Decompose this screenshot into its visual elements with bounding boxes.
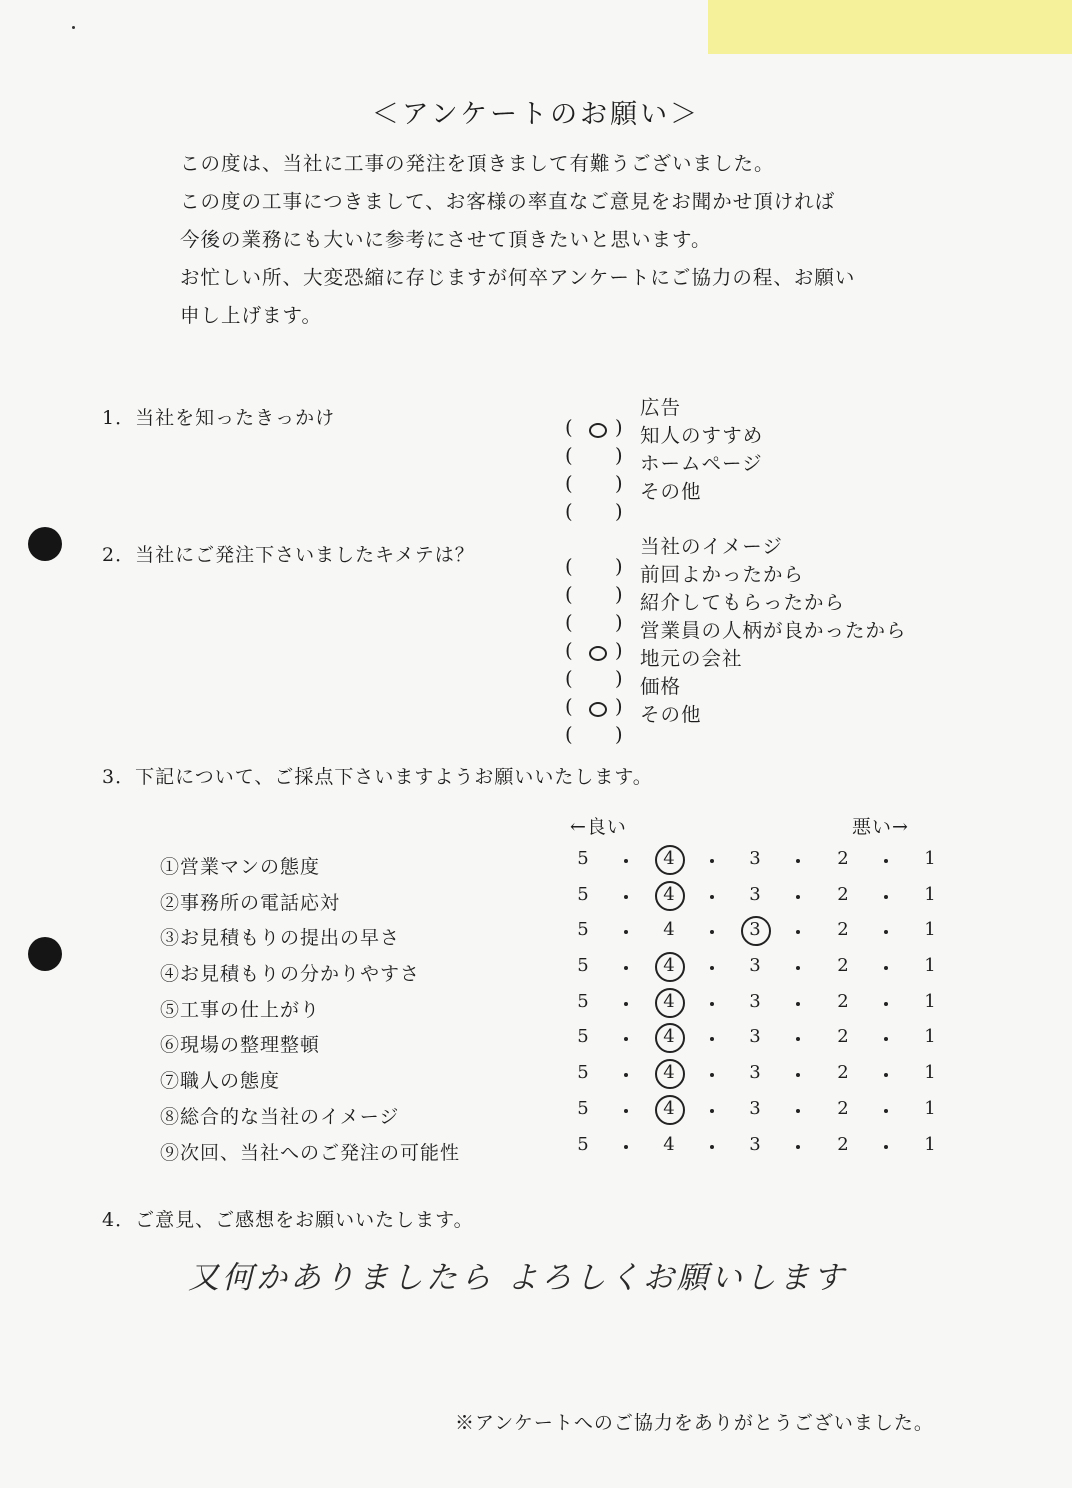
score-option[interactable]: 5 [577,1062,589,1084]
score-option[interactable]: 2 [837,1097,849,1119]
separator-dot [624,1037,628,1041]
score-option[interactable]: 2 [837,1133,849,1155]
score-option[interactable]: 4 [663,990,675,1012]
score-option[interactable]: 4 [663,848,675,869]
option-row: ( ) 価格 [565,675,682,718]
score-option[interactable]: 1 [924,1097,936,1119]
separator-dot [796,859,800,863]
option-row: ( ) 知人のすすめ [565,424,764,467]
score-option[interactable]: 5 [577,883,589,905]
score-option[interactable]: 4 [663,1062,675,1084]
separator-dot [624,930,628,934]
score-option[interactable]: 4 [663,1026,675,1048]
score-option[interactable]: 3 [749,848,761,869]
score-option[interactable]: 3 [749,1133,761,1155]
separator-dot [710,930,714,934]
separator-dot [796,1037,800,1041]
intro-line: この度は、当社に工事の発注を頂きまして有難うございました。 [180,152,775,175]
scale-good-label: ←良い [570,816,627,838]
score-option[interactable]: 5 [577,955,589,977]
separator-dot [710,1109,714,1113]
separator-dot [624,1145,628,1149]
footer-thanks: ※アンケートへのご協力をありがとうございました。 [455,1412,934,1434]
score-option[interactable]: 1 [924,1133,936,1155]
scale-bad-label: 悪い→ [852,816,909,838]
score-option[interactable]: 3 [749,1062,761,1084]
rating-item-label: ①営業マンの態度 [160,856,321,878]
separator-dot [710,966,714,970]
question-3-label: 3．下記について、ご採点下さいますようお願いいたします。 [102,766,653,788]
selected-circle-icon [655,1023,685,1053]
score-option[interactable]: 4 [663,1133,675,1155]
score-option[interactable]: 4 [663,1097,675,1119]
separator-dot [796,1073,800,1077]
option-row: ( ) その他 [565,703,702,746]
option-row: ( ) 当社のイメージ [565,535,783,578]
separator-dot [624,895,628,899]
score-option[interactable]: 3 [749,955,761,977]
rating-item-label: ⑨次回、当社へのご発注の可能性 [160,1141,461,1164]
sticky-note [708,0,1072,54]
question-1-label: 1．当社を知ったきっかけ [102,407,336,429]
score-option[interactable]: 3 [749,919,761,941]
rating-item-label: ⑧総合的な当社のイメージ [160,1105,400,1128]
separator-dot [624,1073,628,1077]
score-option[interactable]: 5 [577,919,589,941]
selected-circle-icon [655,988,685,1018]
score-option[interactable]: 2 [837,1026,849,1048]
score-option[interactable]: 5 [577,1097,589,1119]
option-label: その他 [640,703,702,726]
separator-dot [796,1002,800,1006]
separator-dot [710,1145,714,1149]
option-label: 地元の会社 [640,647,743,670]
score-option[interactable]: 3 [749,990,761,1012]
question-2-label: 2．当社にご発注下さいましたキメテは？ [102,544,475,566]
selected-circle-icon [655,952,685,982]
option-label: 紹介してもらったから [640,591,846,614]
separator-dot [796,1109,800,1113]
rating-item-label: ⑦職人の態度 [160,1070,281,1093]
paper-speck [72,26,75,29]
score-option[interactable]: 5 [577,848,589,869]
separator-dot [710,1037,714,1041]
score-option[interactable]: 5 [577,1133,589,1155]
score-option[interactable]: 1 [924,883,936,905]
separator-dot [884,1145,888,1149]
separator-dot [796,1145,800,1149]
option-label: 営業員の人柄が良かったから [640,619,907,642]
option-row: ( ) その他 [565,480,702,523]
intro-line: 今後の業務にも大いに参考にさせて頂きたいと思います。 [180,228,712,251]
separator-dot [796,895,800,899]
separator-dot [710,1073,714,1077]
separator-dot [884,859,888,863]
score-option[interactable]: 2 [837,990,849,1012]
handwritten-answer: 又何かありましたら よろしくお願いします [188,1260,847,1296]
rating-item-label: ④お見積もりの分かりやすさ [160,963,421,986]
option-row: ( ) 地元の会社 [565,647,743,690]
separator-dot [884,930,888,934]
option-row: ( ) 前回よかったから [565,563,805,606]
separator-dot [710,895,714,899]
separator-dot [884,1109,888,1113]
separator-dot [884,895,888,899]
option-label: ホームページ [640,452,763,475]
separator-dot [624,1109,628,1113]
intro-paragraph [180,145,855,335]
question-1-options [565,394,764,523]
option-row: ( ) ホームページ [565,452,763,495]
score-option[interactable]: 1 [924,919,936,941]
score-option[interactable]: 3 [749,883,761,905]
question-2-options [565,533,907,746]
score-option[interactable]: 5 [577,1026,589,1048]
option-label: 広告 [640,396,682,419]
score-option[interactable]: 4 [663,919,675,941]
rating-item-label: ⑤工事の仕上がり [160,998,321,1021]
selected-circle-icon [655,845,685,875]
score-option[interactable]: 3 [749,1026,761,1048]
score-option[interactable]: 2 [837,848,849,869]
rating-item-label: ③お見積もりの提出の早さ [160,927,401,950]
separator-dot [884,1073,888,1077]
selected-circle-icon [655,881,685,911]
selected-circle-icon [655,1059,685,1089]
punch-hole-bottom [28,937,62,971]
separator-dot [796,930,800,934]
score-option[interactable]: 1 [924,1062,936,1084]
separator-dot [884,966,888,970]
option-label: 当社のイメージ [640,535,783,558]
option-row: ( ) 広告 [565,396,682,439]
option-label: 価格 [640,675,682,698]
intro-line: この度の工事につきまして、お客様の率直なご意見をお聞かせ頂ければ [180,190,836,213]
option-label: 知人のすすめ [640,424,764,447]
option-row: ( ) 営業員の人柄が良かったから [565,619,907,662]
score-option[interactable]: 5 [577,990,589,1012]
separator-dot [710,859,714,863]
survey-title: ＜アンケートのお願い＞ [371,99,701,130]
score-option[interactable]: 1 [924,955,936,977]
separator-dot [796,966,800,970]
punch-hole-top [28,527,62,561]
separator-dot [624,1002,628,1006]
selected-circle-icon [655,1095,685,1125]
separator-dot [624,859,628,863]
separator-dot [884,1037,888,1041]
rating-item-label: ②事務所の電話応対 [160,891,341,914]
intro-line: お忙しい所、大変恐縮に存じますが何卒アンケートにご協力の程、お願い [180,266,856,289]
separator-dot [624,966,628,970]
score-option[interactable]: 1 [924,990,936,1012]
intro-line: 申し上げます。 [180,304,322,327]
score-option[interactable]: 2 [837,1062,849,1084]
rating-item-label: ⑥現場の整理整頓 [160,1034,321,1057]
option-label: 前回よかったから [640,563,805,586]
score-option[interactable]: 1 [924,1026,936,1048]
separator-dot [710,1002,714,1006]
score-option[interactable]: 3 [749,1097,761,1119]
score-option[interactable]: 2 [837,955,849,977]
score-option[interactable]: 2 [837,883,849,905]
score-option[interactable]: 2 [837,919,849,941]
score-option[interactable]: 1 [924,848,936,869]
question-4-label: 4．ご意見、ご感想をお願いいたします。 [102,1209,474,1231]
separator-dot [884,1002,888,1006]
score-option[interactable]: 4 [663,955,675,977]
score-option[interactable]: 4 [663,883,675,905]
selected-circle-icon [741,916,771,946]
option-row: ( ) 紹介してもらったから [565,591,846,634]
option-label: その他 [640,480,702,503]
